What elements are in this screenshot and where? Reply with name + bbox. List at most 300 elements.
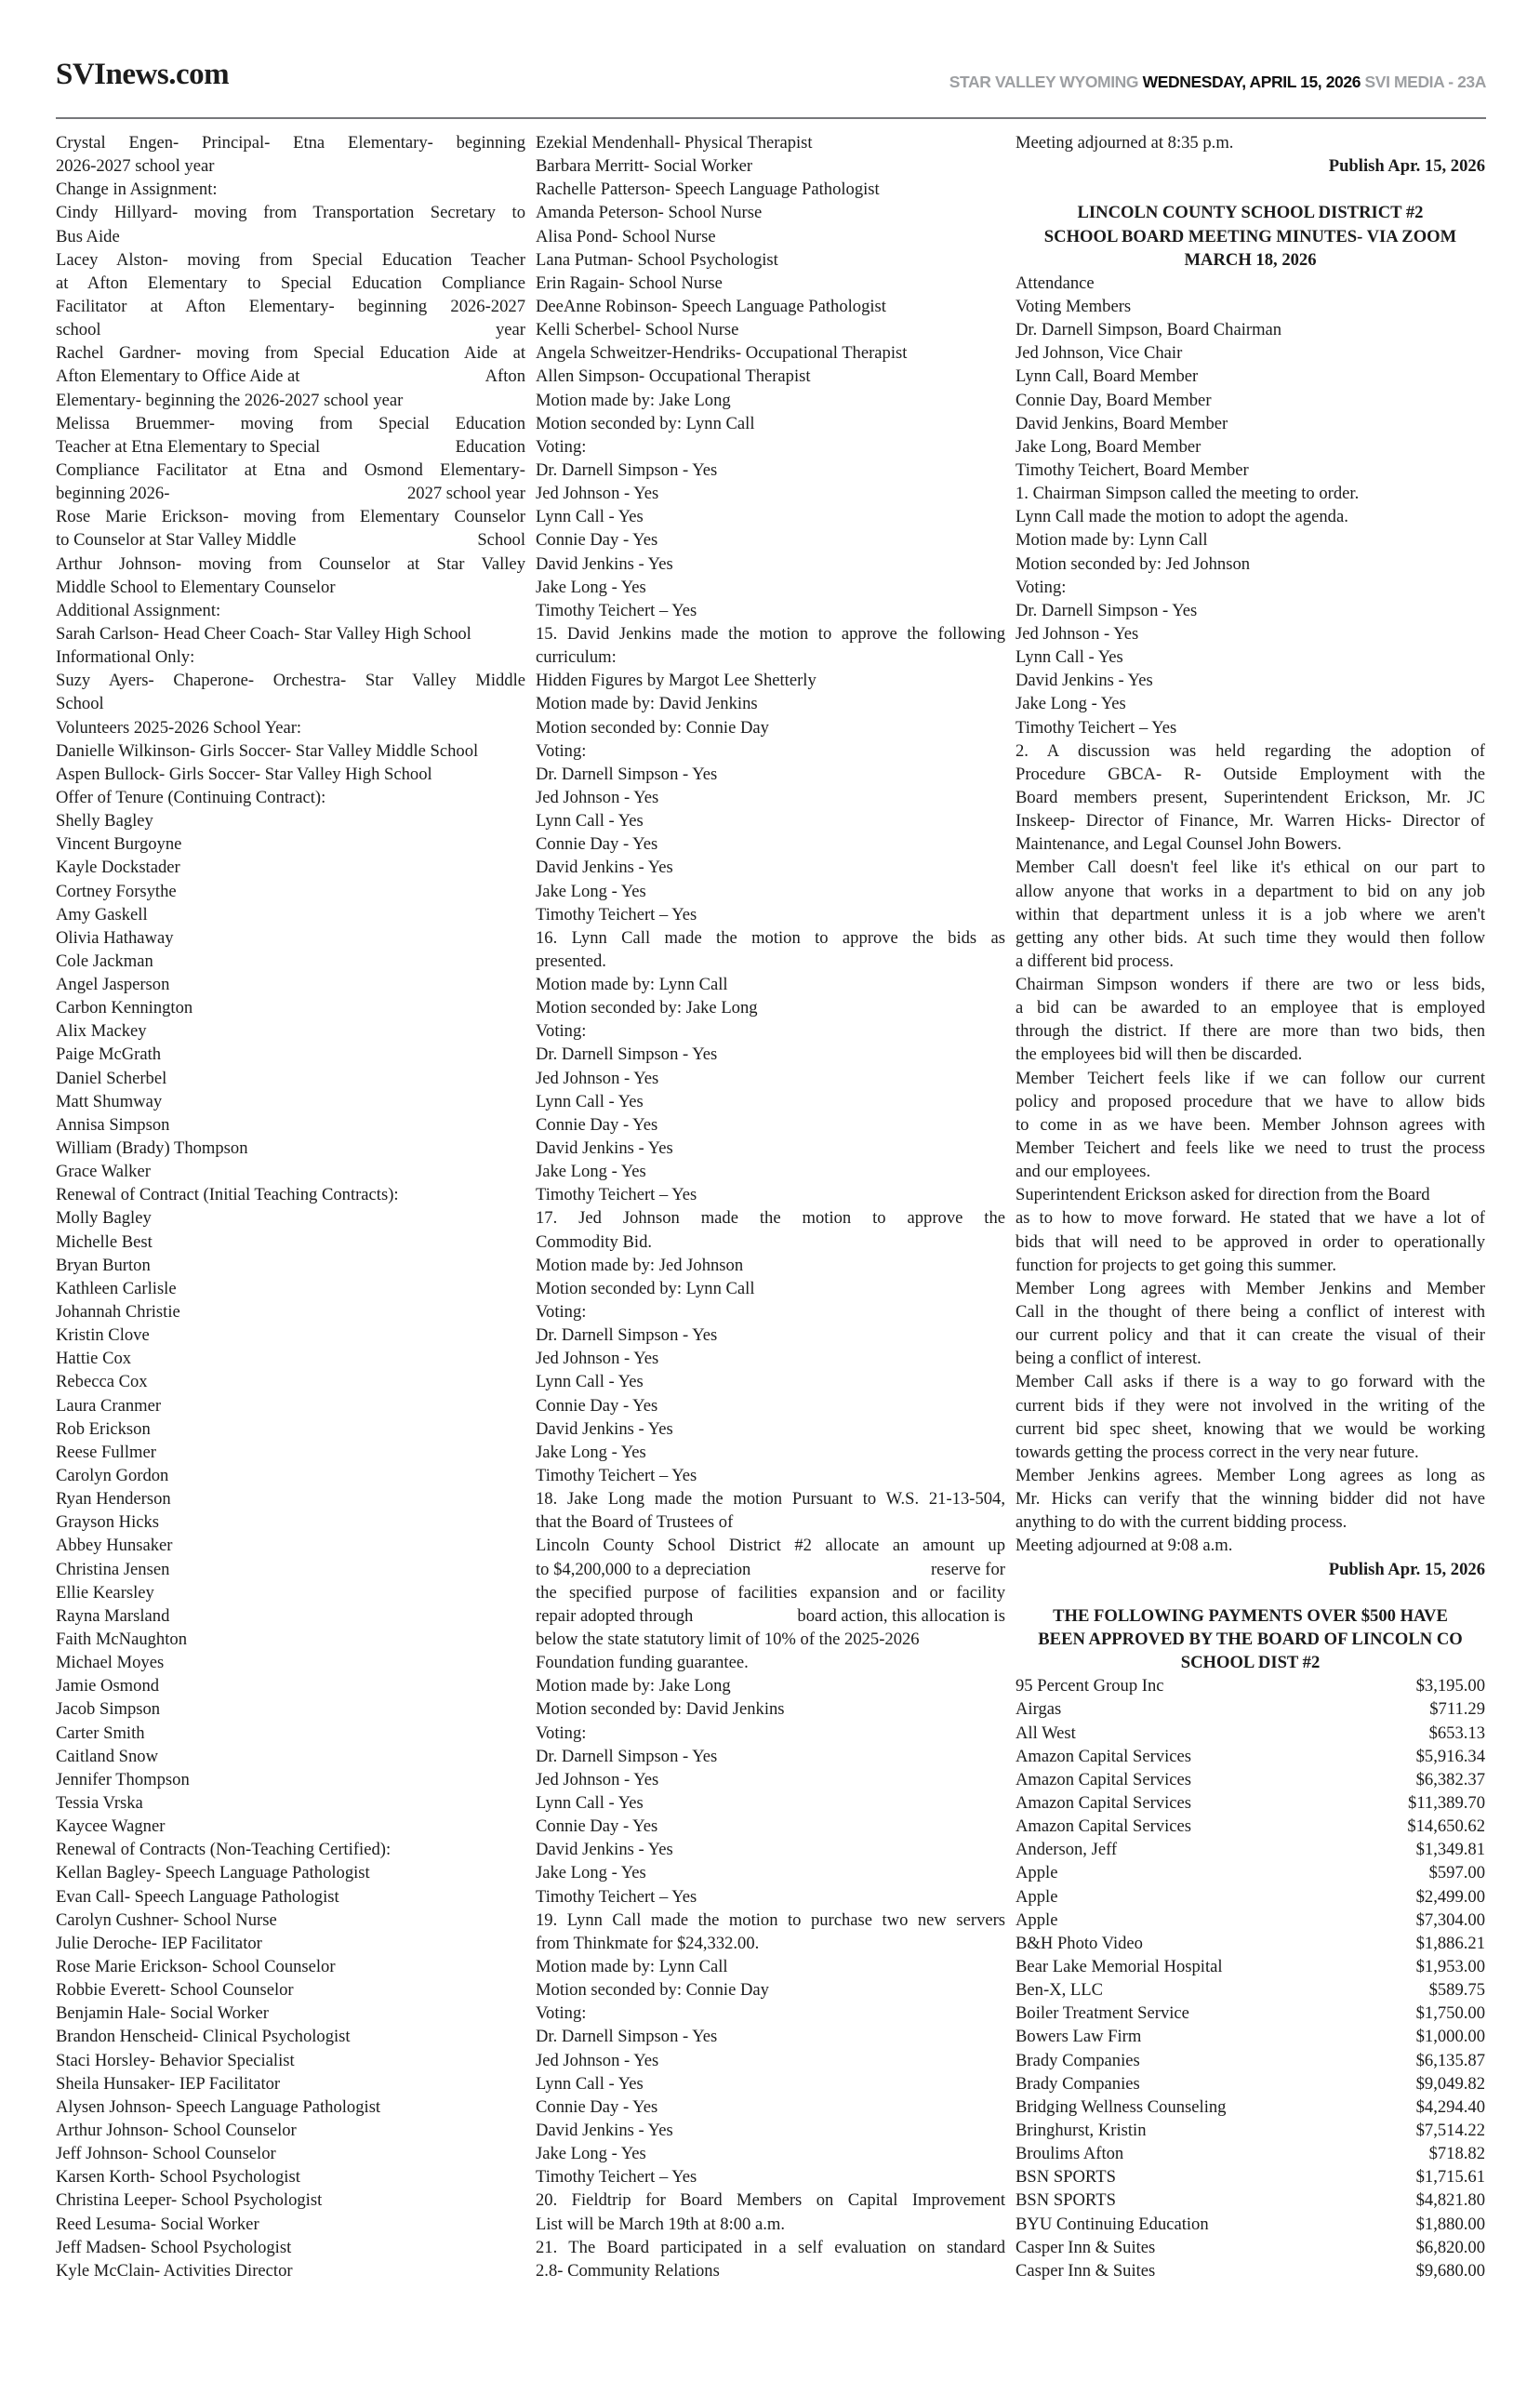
- text-line: Ellie Kearsley: [56, 1582, 154, 1603]
- text-line: Robbie Everett- School Counselor: [56, 1980, 294, 2001]
- text-line: Member Teichert feels like if we can follow our current: [1016, 1068, 1485, 1088]
- text-line: anything to do with the current bidding process.: [1016, 1512, 1348, 1533]
- text-line: Kaycee Wagner: [56, 1816, 166, 1837]
- payment-row: [1016, 1885, 1485, 1909]
- text-line: Chairman Simpson wonders if there are two or less bids,: [1016, 975, 1485, 995]
- payment-amount: $6,135.87: [1415, 2050, 1485, 2070]
- line-left-segment: Teacher at Etna Elementary to Special: [56, 436, 321, 457]
- payment-amount: $1,886.21: [1415, 1933, 1485, 1953]
- payee-name: BSN SPORTS: [1016, 2190, 1116, 2211]
- text-line: Angel Jasperson: [56, 975, 170, 995]
- text-line: 21. The Board participated in a self evaluation on standard: [536, 2237, 1005, 2257]
- text-line: Lynn Call, Board Member: [1016, 366, 1199, 387]
- payment-amount: $3,195.00: [1415, 1676, 1485, 1696]
- text-line: Publish Apr. 15, 2026: [1328, 1559, 1485, 1579]
- payee-name: Airgas: [1016, 1699, 1062, 1720]
- text-line: Procedure GBCA- R- Outside Employment with the: [1016, 764, 1485, 784]
- text-line: Lincoln County School District #2 allocate an amount up: [536, 1536, 1005, 1556]
- text-line: Jacob Simpson: [56, 1699, 161, 1720]
- payment-amount: $9,049.82: [1415, 2073, 1485, 2094]
- text-line: [56, 435, 525, 459]
- text-line: Laura Cranmer: [56, 1395, 162, 1416]
- text-line: Sarah Carlson- Head Cheer Coach- Star Valley High School: [56, 623, 471, 644]
- text-line: Connie Day - Yes: [536, 834, 658, 855]
- text-line: Jed Johnson - Yes: [536, 2050, 659, 2070]
- text-line: Grace Walker: [56, 1162, 151, 1182]
- text-line: Bus Aide: [56, 226, 120, 246]
- text-line: Jed Johnson - Yes: [1016, 623, 1139, 644]
- column-1: [56, 131, 525, 2282]
- text-line: Commodity Bid.: [536, 1231, 653, 1252]
- line-right-segment: year: [496, 320, 525, 340]
- text-line: Jake Long - Yes: [536, 1442, 646, 1462]
- payment-amount: $711.29: [1429, 1699, 1485, 1720]
- text-line: within that department unless it is a job where we aren't: [1016, 904, 1485, 924]
- payee-name: Bowers Law Firm: [1016, 2027, 1142, 2047]
- payment-amount: $1,880.00: [1415, 2214, 1485, 2234]
- text-line: Rayna Marsland: [56, 1605, 170, 1626]
- text-line: David Jenkins - Yes: [536, 553, 673, 574]
- payment-row: [1016, 2095, 1485, 2119]
- line-left-segment: beginning 2026-: [56, 484, 170, 504]
- text-line: Dr. Darnell Simpson - Yes: [536, 1746, 718, 1766]
- text-line: Timothy Teichert – Yes: [536, 1466, 697, 1486]
- text-line: Timothy Teichert – Yes: [536, 2167, 697, 2188]
- text-line: Arthur Johnson- School Counselor: [56, 2120, 297, 2140]
- text-line: Timothy Teichert, Board Member: [1016, 459, 1249, 480]
- text-line: Facilitator at Afton Elementary- beginning 2026-2027: [56, 296, 525, 316]
- text-line: Connie Day - Yes: [536, 1395, 658, 1416]
- text-line: Jed Johnson - Yes: [536, 1068, 659, 1088]
- text-line: Christina Jensen: [56, 1559, 170, 1579]
- text-line: Danielle Wilkinson- Girls Soccer- Star Valley Middle School: [56, 740, 479, 761]
- payment-row: [1016, 2002, 1485, 2025]
- payee-name: Amazon Capital Services: [1016, 1792, 1191, 1813]
- payee-name: Anderson, Jeff: [1016, 1840, 1118, 1860]
- text-line: Lynn Call - Yes: [536, 2073, 644, 2094]
- text-line: Inskeep- Director of Finance, Mr. Warren Hicks- Director of: [1016, 811, 1485, 831]
- payment-row: [1016, 2259, 1485, 2282]
- text-line: Voting:: [536, 740, 587, 761]
- text-line: Karsen Korth- School Psychologist: [56, 2167, 300, 2188]
- text-line: Sheila Hunsaker- IEP Facilitator: [56, 2073, 281, 2094]
- text-line: Member Teichert and feels like we need to trust the process: [1016, 1138, 1485, 1159]
- text-line: Offer of Tenure (Continuing Contract):: [56, 787, 326, 807]
- text-line: Alix Mackey: [56, 1021, 147, 1042]
- payee-name: Brady Companies: [1016, 2050, 1140, 2070]
- text-line: [56, 318, 525, 341]
- text-line: Johannah Christie: [56, 1302, 180, 1323]
- text-line: Volunteers 2025-2026 School Year:: [56, 717, 302, 738]
- payee-name: BYU Continuing Education: [1016, 2214, 1209, 2234]
- text-line: David Jenkins - Yes: [536, 2120, 673, 2140]
- payee-name: Amazon Capital Services: [1016, 1769, 1191, 1789]
- text-line: being a conflict of interest.: [1016, 1349, 1201, 1369]
- text-line: Suzy Ayers- Chaperone- Orchestra- Star Valley Middle: [56, 671, 525, 691]
- payment-row: [1016, 2072, 1485, 2095]
- text-line: Carolyn Gordon: [56, 1466, 169, 1486]
- payment-row: [1016, 2049, 1485, 2072]
- text-line: Voting:: [536, 1723, 587, 1743]
- payment-row: [1016, 1768, 1485, 1791]
- text-line: LINCOLN COUNTY SCHOOL DISTRICT #2: [1077, 203, 1424, 223]
- text-line: that the Board of Trustees of: [536, 1512, 734, 1533]
- line-left-segment: repair adopted through: [536, 1605, 694, 1626]
- text-line: Motion seconded by: Connie Day: [536, 717, 769, 738]
- payee-name: Brady Companies: [1016, 2073, 1140, 2094]
- text-line: Additional Assignment:: [56, 600, 221, 620]
- text-line: Maintenance, and Legal Counsel John Bowers.: [1016, 834, 1342, 855]
- payment-amount: $9,680.00: [1415, 2260, 1485, 2281]
- text-line: Change in Assignment:: [56, 180, 218, 200]
- text-line: to come in as we have been. Member Johnson agrees with: [1016, 1114, 1485, 1135]
- text-line: Foundation funding guarantee.: [536, 1653, 749, 1673]
- text-line: Connie Day - Yes: [536, 2096, 658, 2117]
- text-line: 20. Fieldtrip for Board Members on Capital Improvement: [536, 2190, 1005, 2211]
- text-line: Alysen Johnson- Speech Language Pathologist: [56, 2096, 381, 2117]
- text-line: through the district. If there are more than two bids, then: [1016, 1021, 1485, 1042]
- line-right-segment: School: [477, 530, 525, 551]
- text-line: Renewal of Contract (Initial Teaching Contracts):: [56, 1185, 399, 1205]
- text-line: Hattie Cox: [56, 1349, 132, 1369]
- text-line: Timothy Teichert – Yes: [536, 904, 697, 924]
- text-line: Attendance: [1016, 273, 1095, 293]
- text-line: Shelly Bagley: [56, 811, 153, 831]
- text-line: Mr. Hicks can verify that the winning bidder did not have: [1016, 1489, 1485, 1510]
- text-line: Voting:: [536, 2003, 587, 2024]
- text-line: Molly Bagley: [56, 1208, 152, 1229]
- payment-row: [1016, 1909, 1485, 1932]
- text-line: Motion made by: Lynn Call: [536, 1956, 728, 1976]
- text-line: Connie Day - Yes: [536, 1816, 658, 1837]
- payee-name: Apple: [1016, 1909, 1058, 1930]
- text-line: DeeAnne Robinson- Speech Language Pathologist: [536, 296, 886, 316]
- text-line: function for projects to get going this summer.: [1016, 1255, 1336, 1275]
- text-line: David Jenkins, Board Member: [1016, 413, 1228, 433]
- text-line: SCHOOL BOARD MEETING MINUTES- VIA ZOOM: [1043, 226, 1457, 246]
- line-left-segment: school: [56, 320, 101, 340]
- text-line: Member Call asks if there is a way to go forward with the: [1016, 1372, 1485, 1392]
- text-line: Abbey Hunsaker: [56, 1536, 173, 1556]
- payment-row: [1016, 2142, 1485, 2165]
- text-line: Hidden Figures by Margot Lee Shetterly: [536, 671, 816, 691]
- line-left-segment: to Counselor at Star Valley Middle: [56, 530, 297, 551]
- text-line: Jeff Madsen- School Psychologist: [56, 2237, 292, 2257]
- line-right-segment: Afton: [485, 366, 525, 387]
- line-right-segment: board action, this allocation is: [797, 1605, 1005, 1626]
- text-line: Superintendent Erickson asked for direction from the Board: [1016, 1185, 1430, 1205]
- text-line: Jed Johnson, Vice Chair: [1016, 343, 1183, 364]
- text-line: Renewal of Contracts (Non-Teaching Certified):: [56, 1840, 392, 1860]
- text-line: Cortney Forsythe: [56, 881, 177, 901]
- text-line: [56, 365, 525, 388]
- text-line: Meeting adjourned at 9:08 a.m.: [1016, 1536, 1233, 1556]
- payee-name: Bringhurst, Kristin: [1016, 2120, 1147, 2140]
- text-line: Connie Day, Board Member: [1016, 390, 1212, 410]
- text-line: Rose Marie Erickson- School Counselor: [56, 1956, 336, 1976]
- text-line: Dr. Darnell Simpson, Board Chairman: [1016, 320, 1282, 340]
- text-line: Publish Apr. 15, 2026: [1328, 156, 1485, 177]
- text-line: curriculum:: [536, 647, 617, 668]
- text-line: Connie Day - Yes: [536, 530, 658, 551]
- text-line: Lana Putman- School Psychologist: [536, 249, 778, 270]
- text-line: the employees bid will then be discarded.: [1016, 1044, 1303, 1065]
- line-right-segment: 2027 school year: [406, 484, 525, 504]
- text-line: presented.: [536, 951, 606, 971]
- text-line: Carbon Kennington: [56, 998, 193, 1018]
- payee-name: Casper Inn & Suites: [1016, 2260, 1156, 2281]
- payment-amount: $6,382.37: [1415, 1769, 1485, 1789]
- text-line: and our employees.: [1016, 1162, 1151, 1182]
- text-line: Voting:: [1016, 577, 1067, 597]
- text-line: Jed Johnson - Yes: [536, 787, 659, 807]
- text-line: Amy Gaskell: [56, 904, 148, 924]
- text-line: MARCH 18, 2026: [1184, 249, 1317, 270]
- text-line: Jed Johnson - Yes: [536, 1769, 659, 1789]
- text-line: Connie Day - Yes: [536, 1114, 658, 1135]
- text-line: 2.8- Community Relations: [536, 2260, 720, 2281]
- text-line: Olivia Hathaway: [56, 927, 174, 948]
- payment-row: [1016, 2213, 1485, 2236]
- payee-name: Apple: [1016, 1863, 1058, 1883]
- text-line: David Jenkins - Yes: [536, 1840, 673, 1860]
- payment-amount: $1,349.81: [1415, 1840, 1485, 1860]
- payment-amount: $1,000.00: [1415, 2027, 1485, 2047]
- text-line: [536, 1604, 1005, 1628]
- payment-row: [1016, 2188, 1485, 2212]
- text-line: SCHOOL DIST #2: [1180, 1653, 1321, 1673]
- text-line: from Thinkmate for $24,332.00.: [536, 1933, 760, 1953]
- payee-name: All West: [1016, 1723, 1076, 1743]
- text-line: our current policy and that it can create the visual of their: [1016, 1325, 1485, 1346]
- text-line: Dr. Darnell Simpson - Yes: [536, 2027, 718, 2047]
- payment-amount: $1,750.00: [1415, 2003, 1485, 2024]
- payment-row: [1016, 2165, 1485, 2188]
- text-line: current bid spec sheet, knowing that we would be working: [1016, 1418, 1485, 1439]
- text-line: Cindy Hillyard- moving from Transportation Secretary to: [56, 203, 525, 223]
- text-line: bids that will need to be approved in order to operationally: [1016, 1231, 1485, 1252]
- text-line: Motion seconded by: Lynn Call: [536, 1278, 755, 1298]
- text-line: Matt Shumway: [56, 1091, 163, 1111]
- text-line: Motion made by: David Jenkins: [536, 694, 758, 714]
- masthead: [56, 60, 1486, 90]
- payment-row: [1016, 1932, 1485, 1955]
- text-line: Arthur Johnson- moving from Counselor at Star Valley: [56, 553, 525, 574]
- text-line: allow anyone that works in a department to bid on any job: [1016, 881, 1485, 901]
- payee-name: 95 Percent Group Inc: [1016, 1676, 1164, 1696]
- text-line: David Jenkins - Yes: [536, 858, 673, 878]
- payment-row: [1016, 1674, 1485, 1697]
- text-line: Elementary- beginning the 2026-2027 school year: [56, 390, 404, 410]
- text-line: Faith McNaughton: [56, 1629, 187, 1649]
- payee-name: Ben-X, LLC: [1016, 1980, 1103, 2001]
- text-line: below the state statutory limit of 10% of the 2025-2026: [536, 1629, 920, 1649]
- text-line: Allen Simpson- Occupational Therapist: [536, 366, 811, 387]
- text-line: Jake Long - Yes: [536, 1863, 646, 1883]
- text-line: Alisa Pond- School Nurse: [536, 226, 716, 246]
- text-line: a bid can be awarded to an employee that is employed: [1016, 998, 1485, 1018]
- payment-amount: $597.00: [1428, 1863, 1485, 1883]
- text-line: Barbara Merritt- Social Worker: [536, 156, 753, 177]
- text-line: the specified purpose of facilities expansion and or facility: [536, 1582, 1005, 1603]
- text-line: Kellan Bagley- Speech Language Pathologist: [56, 1863, 370, 1883]
- text-line: 1. Chairman Simpson called the meeting to order.: [1016, 484, 1360, 504]
- text-line: Grayson Hicks: [56, 1512, 160, 1533]
- text-line: Ezekial Mendenhall- Physical Therapist: [536, 133, 813, 153]
- text-line: Jeff Johnson- School Counselor: [56, 2144, 276, 2164]
- payment-amount: $2,499.00: [1415, 1886, 1485, 1907]
- text-line: Evan Call- Speech Language Pathologist: [56, 1886, 339, 1907]
- text-line: Motion made by: Lynn Call: [536, 975, 728, 995]
- text-line: Timothy Teichert – Yes: [536, 1886, 697, 1907]
- text-line: Voting:: [536, 1021, 587, 1042]
- text-line: Informational Only:: [56, 647, 195, 668]
- text-line: Lynn Call - Yes: [536, 811, 644, 831]
- text-line: Reed Lesuma- Social Worker: [56, 2214, 259, 2234]
- payment-amount: $1,715.61: [1415, 2167, 1485, 2188]
- text-line: David Jenkins - Yes: [536, 1418, 673, 1439]
- text-line: Dr. Darnell Simpson - Yes: [1016, 600, 1198, 620]
- text-line: THE FOLLOWING PAYMENTS OVER $500 HAVE: [1053, 1605, 1448, 1626]
- payment-row: [1016, 1861, 1485, 1884]
- text-line: Motion seconded by: David Jenkins: [536, 1699, 785, 1720]
- text-line: Kristin Clove: [56, 1325, 150, 1346]
- payee-name: Bear Lake Memorial Hospital: [1016, 1956, 1223, 1976]
- text-line: 16. Lynn Call made the motion to approve the bids as: [536, 927, 1005, 948]
- payment-row: [1016, 1955, 1485, 1978]
- payment-amount: $7,514.22: [1415, 2120, 1485, 2140]
- text-line: Voting:: [536, 1302, 587, 1323]
- text-line: Benjamin Hale- Social Worker: [56, 2003, 269, 2024]
- payment-row: [1016, 1838, 1485, 1861]
- payee-name: Boiler Treatment Service: [1016, 2003, 1189, 2024]
- text-line: [56, 528, 525, 552]
- text-line: Staci Horsley- Behavior Specialist: [56, 2050, 295, 2070]
- column-3: [1016, 131, 1485, 2282]
- text-line: Timothy Teichert – Yes: [536, 1185, 697, 1205]
- payee-name: Apple: [1016, 1886, 1058, 1907]
- text-line: Voting Members: [1016, 296, 1132, 316]
- text-line: Lynn Call - Yes: [1016, 647, 1123, 668]
- text-line: 18. Jake Long made the motion Pursuant to W.S. 21-13-504,: [536, 1489, 1005, 1510]
- text-line: current bids if they were not involved in the writing of the: [1016, 1395, 1485, 1416]
- text-line: Motion made by: Jake Long: [536, 1676, 731, 1696]
- text-line: Call in the thought of there being a conflict of interest with: [1016, 1302, 1485, 1323]
- text-line: Daniel Scherbel: [56, 1068, 167, 1088]
- payee-name: Broulims Afton: [1016, 2144, 1124, 2164]
- payment-amount: $6,820.00: [1415, 2237, 1485, 2257]
- text-line: Tessia Vrska: [56, 1792, 143, 1813]
- text-line: Paige McGrath: [56, 1044, 162, 1065]
- text-line: Lynn Call made the motion to adopt the agenda.: [1016, 507, 1348, 527]
- text-line: Lynn Call - Yes: [536, 1792, 644, 1813]
- text-line: Voting:: [536, 436, 587, 457]
- text-line: David Jenkins - Yes: [1016, 671, 1153, 691]
- text-line: Caitland Snow: [56, 1746, 159, 1766]
- text-line: Jed Johnson - Yes: [536, 1349, 659, 1369]
- text-line: Jennifer Thompson: [56, 1769, 190, 1789]
- text-line: School: [56, 694, 104, 714]
- text-line: Motion seconded by: Connie Day: [536, 1980, 769, 2001]
- payment-row: [1016, 2236, 1485, 2259]
- payment-row: [1016, 1745, 1485, 1768]
- text-line: at Afton Elementary to Special Education Compliance: [56, 273, 525, 293]
- text-line: Jake Long, Board Member: [1016, 436, 1201, 457]
- payment-amount: $7,304.00: [1415, 1909, 1485, 1930]
- payment-row: [1016, 1978, 1485, 2002]
- payment-row: [1016, 1815, 1485, 1838]
- text-line: Jed Johnson - Yes: [536, 484, 659, 504]
- text-line: Motion seconded by: Jed Johnson: [1016, 553, 1251, 574]
- column-2: [536, 131, 1005, 2282]
- text-line: Compliance Facilitator at Etna and Osmond Elementary-: [56, 459, 525, 480]
- payment-row: [1016, 1791, 1485, 1815]
- payee-name: Bridging Wellness Counseling: [1016, 2096, 1227, 2117]
- text-line: 19. Lynn Call made the motion to purchase two new servers: [536, 1909, 1005, 1930]
- text-line: BEEN APPROVED BY THE BOARD OF LINCOLN CO: [1038, 1629, 1463, 1649]
- text-line: Motion made by: Lynn Call: [1016, 530, 1208, 551]
- text-line: 2. A discussion was held regarding the adoption of: [1016, 740, 1485, 761]
- payee-name: Amazon Capital Services: [1016, 1746, 1191, 1766]
- payment-amount: $14,650.62: [1407, 1816, 1485, 1837]
- payee-name: B&H Photo Video: [1016, 1933, 1143, 1953]
- text-line: towards getting the process correct in the very near future.: [1016, 1442, 1419, 1462]
- article-columns: [56, 131, 1486, 2282]
- payment-row: [1016, 2119, 1485, 2142]
- text-line: Dr. Darnell Simpson - Yes: [536, 459, 718, 480]
- masthead-edition: SVI MEDIA - 23A: [1361, 72, 1486, 91]
- text-line: Jake Long - Yes: [536, 1162, 646, 1182]
- text-line: Lynn Call - Yes: [536, 507, 644, 527]
- text-line: Dr. Darnell Simpson - Yes: [536, 764, 718, 784]
- text-line: Michael Moyes: [56, 1653, 165, 1673]
- masthead-date: WEDNESDAY, APRIL 15, 2026: [1142, 72, 1361, 91]
- text-line: Ryan Henderson: [56, 1489, 171, 1510]
- payment-amount: $11,389.70: [1408, 1792, 1485, 1813]
- text-line: Meeting adjourned at 8:35 p.m.: [1016, 133, 1234, 153]
- text-line: Michelle Best: [56, 1231, 153, 1252]
- payment-amount: $718.82: [1428, 2144, 1485, 2164]
- payee-name: Casper Inn & Suites: [1016, 2237, 1156, 2257]
- text-line: Jake Long - Yes: [536, 2144, 646, 2164]
- text-line: as to how to move forward. He stated that we have a lot of: [1016, 1208, 1485, 1229]
- line-right-segment: Education: [455, 436, 525, 457]
- line-left-segment: Afton Elementary to Office Aide at: [56, 366, 300, 387]
- text-line: Jake Long - Yes: [1016, 694, 1126, 714]
- payment-amount: $589.75: [1428, 1980, 1485, 2001]
- payee-name: BSN SPORTS: [1016, 2167, 1116, 2188]
- payment-amount: $4,294.40: [1415, 2096, 1485, 2117]
- line-left-segment: to $4,200,000 to a depreciation: [536, 1559, 751, 1579]
- text-line: Dr. Darnell Simpson - Yes: [536, 1044, 718, 1065]
- text-line: Annisa Simpson: [56, 1114, 170, 1135]
- payment-row: [1016, 2025, 1485, 2048]
- text-line: Motion made by: Jake Long: [536, 390, 731, 410]
- payment-amount: $5,916.34: [1415, 1746, 1485, 1766]
- header-divider: [56, 117, 1486, 119]
- text-line: Motion seconded by: Lynn Call: [536, 413, 755, 433]
- line-right-segment: reserve for: [930, 1559, 1005, 1579]
- text-line: Jake Long - Yes: [536, 881, 646, 901]
- text-line: Jake Long - Yes: [536, 577, 646, 597]
- text-line: Amanda Peterson- School Nurse: [536, 203, 763, 223]
- text-line: Erin Ragain- School Nurse: [536, 273, 723, 293]
- text-line: Lynn Call - Yes: [536, 1372, 644, 1392]
- text-line: List will be March 19th at 8:00 a.m.: [536, 2214, 786, 2234]
- text-line: Jamie Osmond: [56, 1676, 160, 1696]
- text-line: David Jenkins - Yes: [536, 1138, 673, 1159]
- text-line: Kelli Scherbel- School Nurse: [536, 320, 739, 340]
